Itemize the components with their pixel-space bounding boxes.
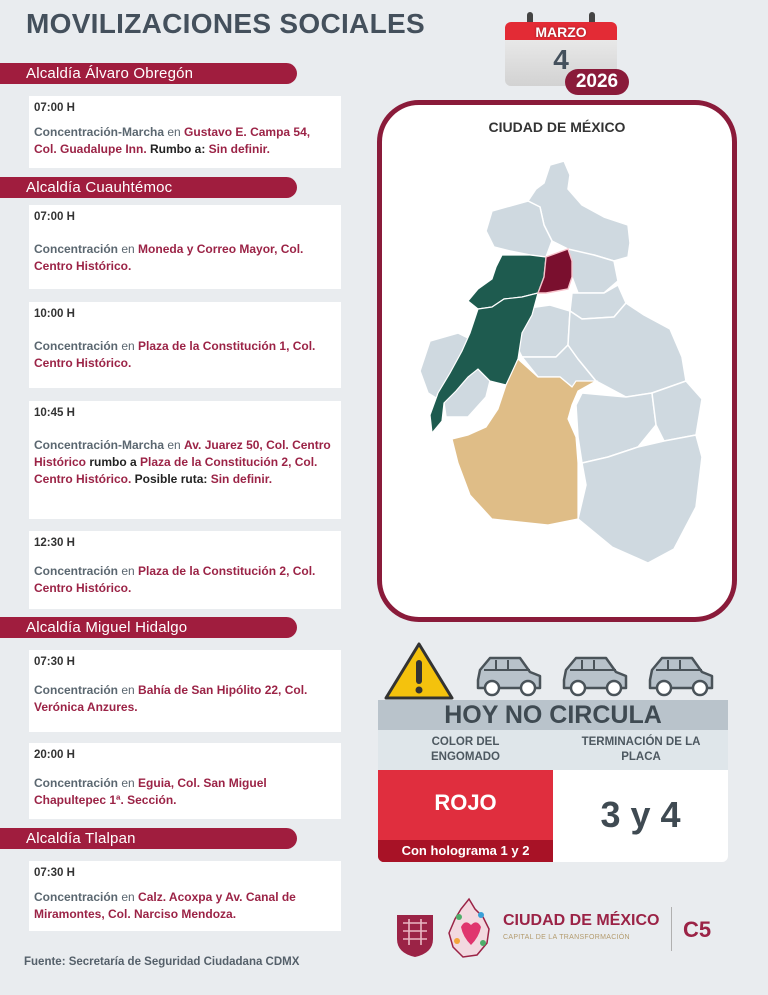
event-card xyxy=(29,205,341,289)
section-header-miguel-hidalgo: Alcaldía Miguel Hidalgo xyxy=(0,617,297,638)
event-time: 10:00 H xyxy=(34,308,75,320)
hoy-no-circula-headers xyxy=(378,730,728,770)
engomado-color: ROJO xyxy=(434,790,497,815)
org-title: CIUDAD DE MÉXICO xyxy=(503,912,660,929)
event-route-label: Posible ruta: xyxy=(131,472,211,486)
event-place: Calz. Acoxpa y Av. Canal de Miramontes, Col. Narciso Mendoza. xyxy=(34,890,296,921)
cdmx-map xyxy=(382,145,732,615)
car-icon xyxy=(478,658,540,695)
event-time: 07:30 H xyxy=(34,656,75,668)
event-card xyxy=(29,861,341,931)
event-connector: en xyxy=(164,438,185,452)
placa-panel xyxy=(553,770,728,862)
event-connector: en xyxy=(164,125,185,139)
event-route: Sin definir. xyxy=(210,472,273,486)
engomado-header: COLOR DEL ENGOMADO xyxy=(431,736,500,763)
event-place: Gustavo E. Campa 54, Col. Guadalupe Inn. xyxy=(34,125,311,156)
calendar-badge xyxy=(505,12,629,96)
event-time: 20:00 H xyxy=(34,749,75,761)
car-icon xyxy=(564,658,626,695)
calendar-year: 2026 xyxy=(565,69,629,95)
event-kind: Concentración xyxy=(34,776,119,790)
event-connector: en xyxy=(118,339,139,353)
section-header-alvaro-obregon: Alcaldía Álvaro Obregón xyxy=(0,63,297,84)
event-card xyxy=(29,302,341,388)
event-kind: Concentración-Marcha xyxy=(34,125,165,139)
hoy-no-circula-title: HOY NO CIRCULA xyxy=(378,700,728,730)
section-header-cuauhtemoc: Alcaldía Cuauhtémoc xyxy=(0,177,297,198)
hoy-no-circula-icons xyxy=(384,640,734,702)
event-place: Av. Juarez 50, Col. Centro Histórico xyxy=(34,438,331,469)
logo-divider xyxy=(671,907,672,951)
event-connector: en xyxy=(118,776,139,790)
event-connector: en xyxy=(118,564,139,578)
event-card xyxy=(29,401,341,519)
event-card xyxy=(29,96,341,168)
event-time: 07:30 H xyxy=(34,867,75,879)
car-icon xyxy=(650,658,712,695)
event-place: Moneda y Correo Mayor, Col. Centro Histórico. xyxy=(34,242,304,273)
event-connector: en xyxy=(118,242,139,256)
cdmx-heart-logo-icon xyxy=(447,897,493,959)
event-place: Plaza de la Constitución 1, Col. Centro Histórico. xyxy=(34,339,316,370)
org-subtitle: CAPITAL DE LA TRANSFORMACIÓN xyxy=(503,934,630,941)
event-connector: en xyxy=(118,683,139,697)
event-kind: Concentración xyxy=(34,890,119,904)
event-kind: Concentración xyxy=(34,683,119,697)
event-description xyxy=(34,775,336,809)
coat-of-arms-icon xyxy=(395,913,435,959)
source-note: Fuente: Secretaría de Seguridad Ciudadana CDMX xyxy=(24,956,300,968)
event-place: Plaza de la Constitución 2, Col. Centro Histórico. xyxy=(34,564,316,595)
footer-logos xyxy=(395,895,735,965)
event-place: Bahía de San Hipólito 22, Col. Verónica Anzures. xyxy=(34,683,308,714)
event-kind: Concentración xyxy=(34,242,119,256)
event-description xyxy=(34,563,336,597)
event-destination-label: rumbo a xyxy=(86,455,141,469)
event-card xyxy=(29,531,341,609)
event-destination-label: Rumbo a: xyxy=(146,142,209,156)
map-panel xyxy=(377,100,737,622)
event-description xyxy=(34,124,336,158)
event-time: 07:00 H xyxy=(34,211,75,223)
event-place: Eguia, Col. San Miguel Chapultepec 1ª. Sección. xyxy=(34,776,267,807)
map-region-tlahuac xyxy=(652,381,702,441)
event-description xyxy=(34,241,336,275)
calendar-month: MARZO xyxy=(505,22,617,40)
event-kind: Concentración xyxy=(34,339,119,353)
event-connector: en xyxy=(118,890,139,904)
event-card xyxy=(29,743,341,819)
event-description xyxy=(34,437,336,488)
hologram-note: Con holograma 1 y 2 xyxy=(378,840,553,862)
section-header-tlalpan: Alcaldía Tlalpan xyxy=(0,828,297,849)
event-card xyxy=(29,650,341,732)
plate-endings: 3 y 4 xyxy=(600,794,681,835)
event-time: 12:30 H xyxy=(34,537,75,549)
warning-icon xyxy=(386,644,452,698)
event-description xyxy=(34,682,336,716)
event-destination: Plaza de la Constitución 2, Col. Centro Histórico. xyxy=(34,455,318,486)
event-description xyxy=(34,889,336,923)
event-destination: Sin definir. xyxy=(208,142,271,156)
agency-logo: C5 xyxy=(683,917,712,942)
event-description xyxy=(34,338,336,372)
calendar-day: 4 xyxy=(505,40,617,86)
event-time: 10:45 H xyxy=(34,407,75,419)
placa-header: TERMINACIÓN DE LA PLACA xyxy=(581,736,701,763)
page-title: MOVILIZACIONES SOCIALES xyxy=(26,8,425,39)
event-kind: Concentración xyxy=(34,564,119,578)
map-title: CIUDAD DE MÉXICO xyxy=(488,119,626,135)
event-kind: Concentración-Marcha xyxy=(34,438,165,452)
engomado-panel xyxy=(378,770,553,862)
event-time: 07:00 H xyxy=(34,102,75,114)
